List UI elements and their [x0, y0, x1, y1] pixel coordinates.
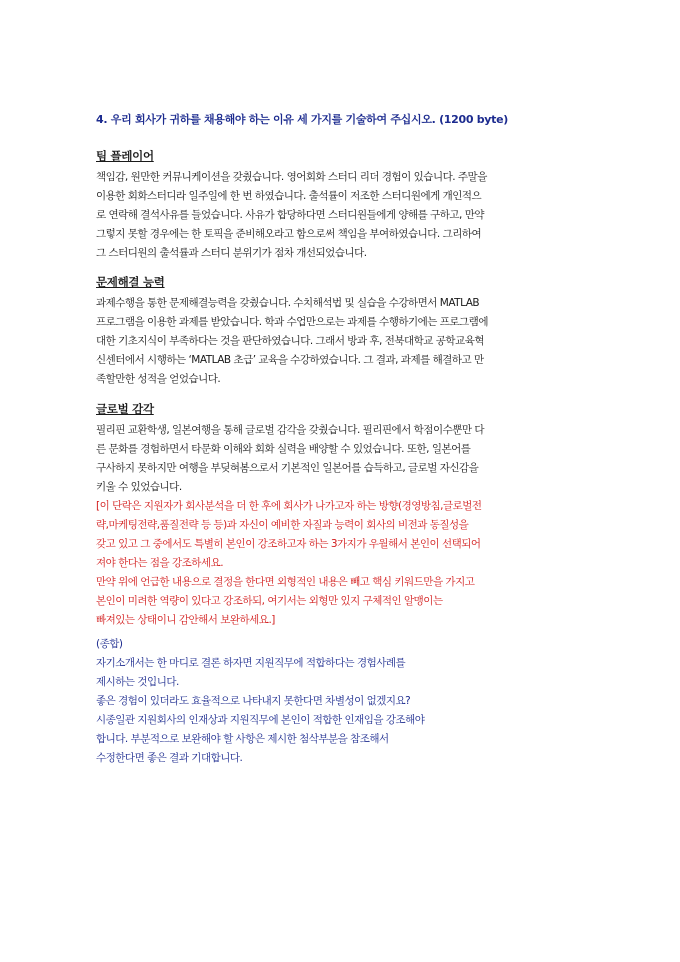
- body-line: 신센터에서 시행하는 ‘MATLAB 초급’ 교육을 수강하였습니다. 그 결과, 과제를 해결하고 만: [96, 354, 484, 366]
- body-line: 과제수행을 통한 문제해결능력을 갖췄습니다. 수치해석법 및 실습을 수강하면서 MATLAB: [96, 297, 480, 309]
- section-body: [96, 294, 596, 389]
- body-line: 른 문화를 경험하면서 타문화 이해와 회화 실력을 배양할 수 있었습니다. 또한, 일본어를: [96, 443, 471, 455]
- body-line: 이용한 회화스터디라 일주일에 한 번 하였습니다. 출석률이 저조한 스터디원에게 개인적으: [96, 190, 482, 202]
- body-line: 프로그램을 이용한 과제를 받았습니다. 학과 수업만으로는 과제를 수행하기에는 프로그램에: [96, 316, 488, 328]
- section-team-player: [96, 148, 596, 263]
- comment-line: 만약 위에 언급한 내용으로 결정을 한다면 외형적인 내용은 빼고 핵심 키워드만을 가지고: [96, 576, 475, 588]
- section-global-sense: [96, 401, 596, 630]
- section-problem-solving: [96, 274, 596, 389]
- reviewer-comment: [96, 497, 596, 630]
- summary-line: 제시하는 것입니다.: [96, 676, 179, 688]
- body-line: 족할만한 성적을 얻었습니다.: [96, 373, 221, 385]
- section-heading: 팀 플레이어: [96, 149, 154, 163]
- body-line: 필리핀 교환학생, 일본여행을 통해 글로벌 감각을 갖췄습니다. 필리핀에서 학점이수뿐만 다: [96, 424, 485, 436]
- summary-body: [96, 635, 596, 768]
- summary-label: (종합): [96, 638, 123, 650]
- body-line: 구사하지 못하지만 여행을 부딪혀봄으로서 기본적인 일본어를 습득하고, 글로벌 자신감을: [96, 462, 479, 474]
- body-line: 대한 기초지식이 부족하다는 것을 판단하였습니다. 그래서 방과 후, 전북대학교 공학교육혁: [96, 335, 485, 347]
- section-heading: 글로벌 감각: [96, 402, 154, 416]
- question-title: 4. 우리 회사가 귀하를 채용해야 하는 이유 세 가지를 기술하여 주십시오. (1200 byte): [96, 113, 509, 126]
- section-body: [96, 168, 596, 263]
- comment-line: 져야 한다는 점을 강조하세요.: [96, 557, 224, 569]
- summary-section: [96, 635, 596, 768]
- summary-line: 합니다. 부분적으로 보완해야 할 사항은 제시한 첨삭부분을 참조해서: [96, 733, 389, 745]
- body-line: 그 스터디원의 출석률과 스터디 분위기가 점차 개선되었습니다.: [96, 247, 367, 259]
- summary-line: 시종일관 지원회사의 인재상과 지원직무에 본인이 적합한 인재임을 강조해야: [96, 714, 425, 726]
- body-line: 책임감, 원만한 커뮤니케이션을 갖췄습니다. 영어회화 스터디 리더 경험이 있습니다. 주말을: [96, 171, 487, 183]
- summary-line: 좋은 경험이 있더라도 효율적으로 나타내지 못한다면 차별성이 없겠지요?: [96, 695, 411, 707]
- comment-line: 본인이 미려한 역량이 있다고 강조하되, 여기서는 외형만 있지 구체적인 알맹이는: [96, 595, 443, 607]
- body-line: 로 연락해 결석사유를 들었습니다. 사유가 합당하다면 스터디원들에게 양해를 구하고, 만약: [96, 209, 485, 221]
- body-line: 키울 수 있었습니다.: [96, 481, 182, 493]
- summary-line: 자기소개서는 한 마디로 결론 하자면 지원직무에 적합하다는 경험사례를: [96, 657, 406, 669]
- comment-line: [이 단락은 지원자가 회사분석을 더 한 후에 회사가 나가고자 하는 방향(경영방침,글로벌전: [96, 500, 482, 512]
- summary-line: 수정한다면 좋은 결과 기대합니다.: [96, 752, 243, 764]
- comment-line: 빠져있는 상태이니 감안해서 보완하세요.]: [96, 614, 275, 626]
- section-heading: 문제해결 능력: [96, 275, 165, 289]
- comment-line: 략,마케팅전략,품질전략 등 등)과 자신이 예비한 자질과 능력이 회사의 비전과 동질성을: [96, 519, 469, 531]
- body-line: 그렇지 못할 경우에는 한 토픽을 준비해오라고 함으로써 책임을 부여하였습니다. 그리하여: [96, 228, 482, 240]
- comment-line: 갖고 있고 그 중에서도 특별히 본인이 강조하고자 하는 3가지가 우월해서 본인이 선택되어: [96, 538, 481, 550]
- section-body: [96, 421, 596, 497]
